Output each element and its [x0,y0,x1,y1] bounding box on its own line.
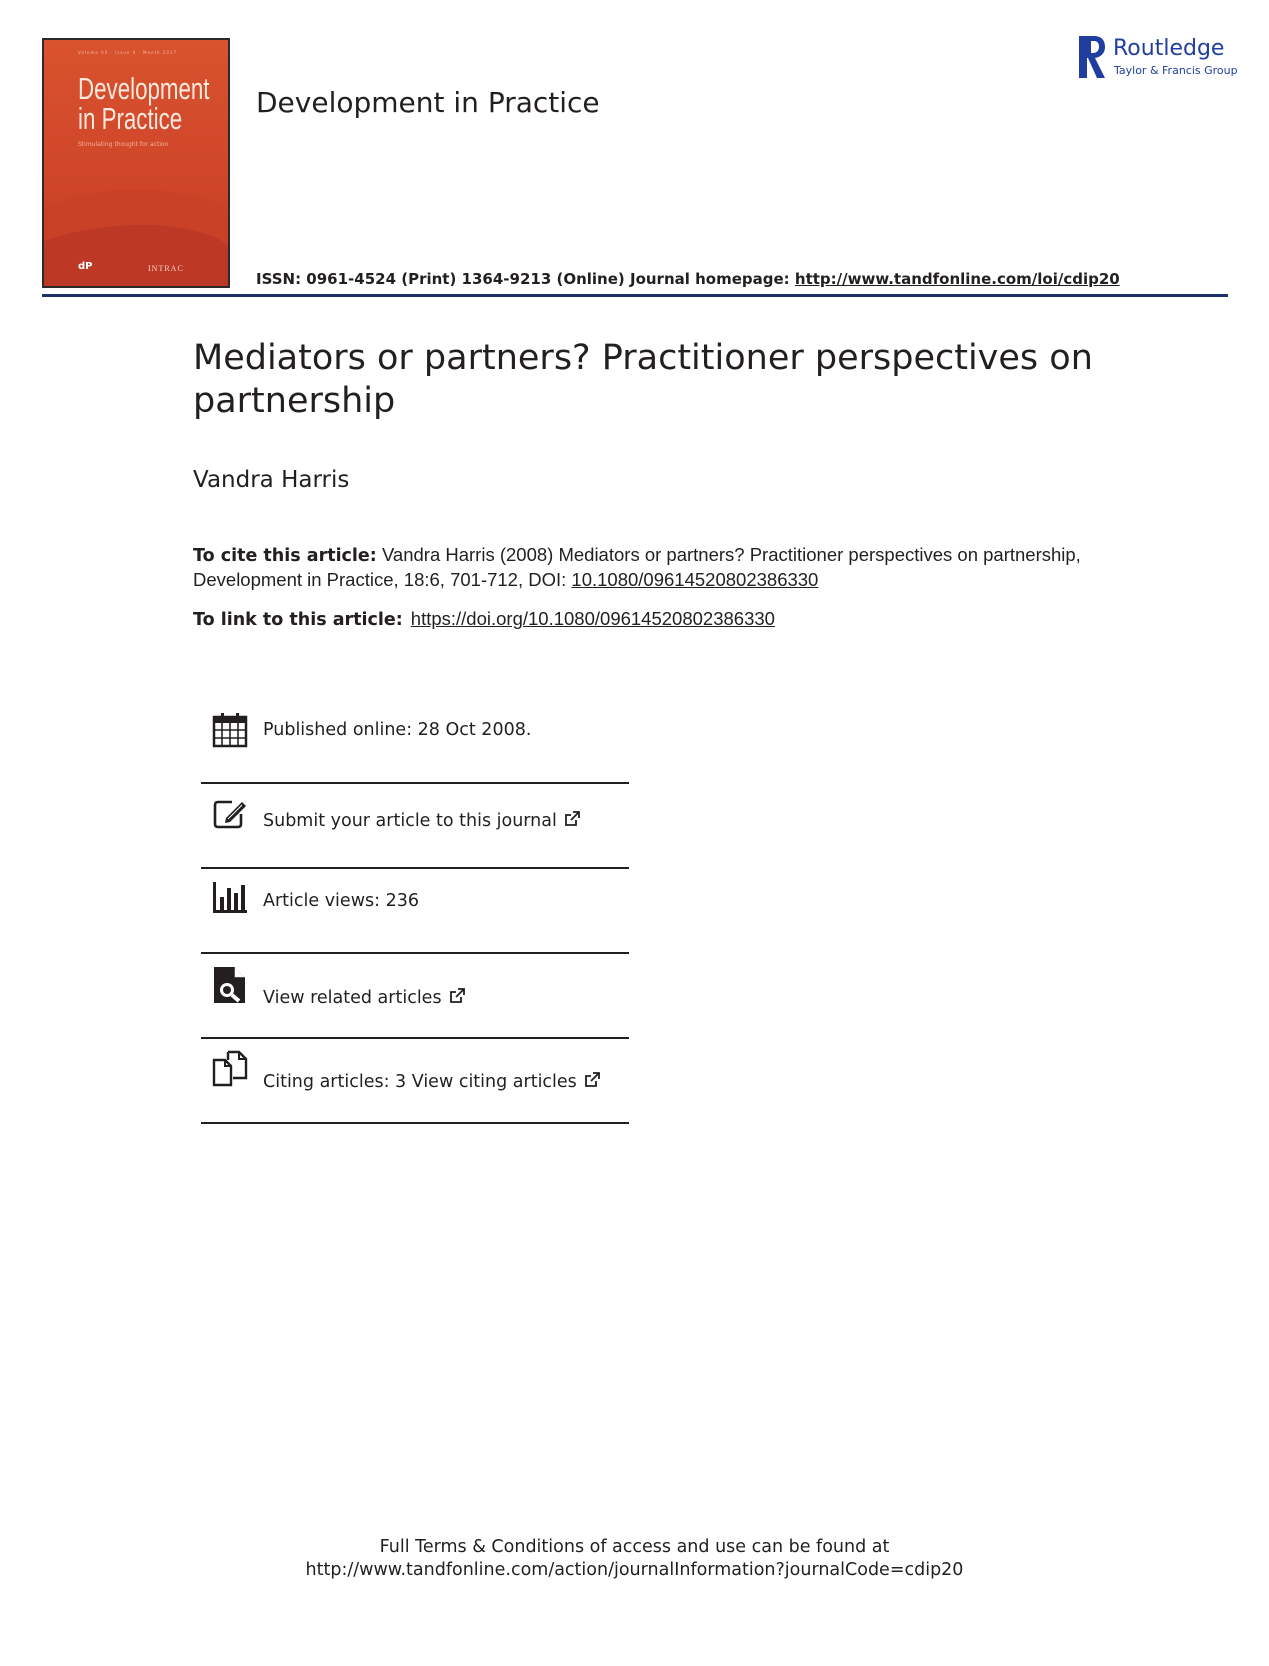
footer-terms-text: Full Terms & Conditions of access and use can be found at [379,1537,890,1557]
external-link-icon [448,987,466,1005]
publisher-name: Routledge [1113,36,1225,61]
external-link-icon [583,1071,601,1089]
submit-article-row[interactable] [201,796,629,882]
published-online-row [201,712,629,798]
issn-text: ISSN: 0961-4524 (Print) 1364-9213 (Online) Journal homepage: [256,270,795,288]
row-divider [201,867,629,869]
terms-footer [0,1536,1269,1582]
journal-homepage-link[interactable]: http://www.tandfonline.com/loi/cdip20 [794,270,1120,288]
footer-terms-url[interactable]: http://www.tandfonline.com/action/journalInformation?journalCode=cdip20 [305,1560,964,1580]
related-articles-row[interactable] [201,966,629,1052]
row-divider [201,782,629,784]
routledge-r-icon [1079,36,1105,78]
article-author: Vandra Harris [193,467,350,493]
copy-documents-icon [212,1050,248,1088]
external-link-icon [563,810,581,828]
calendar-icon [212,712,248,748]
article-link-label: To link to this article: [193,610,403,630]
citation-block [193,543,1093,592]
citing-articles-link[interactable]: Citing articles: 3 View citing articles [263,1072,577,1092]
publisher-group: Taylor & Francis Group [1114,64,1238,77]
issn-line [256,270,1120,288]
submit-article-link[interactable]: Submit your article to this journal [263,811,557,831]
document-search-icon [212,966,248,1004]
article-doi-url[interactable]: https://doi.org/10.1080/09614520802386330 [410,608,775,629]
article-link-block [193,608,775,630]
journal-cover-image [42,38,230,288]
citation-text: Vandra Harris (2008) Mediators or partners? Practitioner perspectives on partnership, Development in Practice, 18:6, 701-712, DOI: [193,544,1081,590]
related-articles-link[interactable]: View related articles [263,988,442,1008]
published-online-text: Published online: 28 Oct 2008. [263,720,532,740]
citation-label: To cite this article: [193,546,377,566]
cover-title: Development in Practice [78,71,210,136]
row-divider [201,952,629,954]
article-title: Mediators or partners? Practitioner perspectives on partnership [193,338,1093,421]
citation-doi-link[interactable]: 10.1080/09614520802386330 [571,569,819,590]
cover-subtitle: Stimulating thought for action [78,141,169,148]
journal-title: Development in Practice [256,86,600,119]
row-divider [201,1037,629,1039]
row-divider [201,1122,629,1124]
edit-pencil-icon [212,796,248,832]
article-views-text: Article views: 236 [263,891,419,911]
routledge-logo [1079,36,1239,80]
bar-chart-icon [212,880,248,916]
cover-intrac-logo: INTRAC [148,264,184,273]
cover-dp-logo: dP [78,261,93,272]
header-divider [42,294,1228,297]
cover-issue-line: Volume 00 · Issue 0 · Month 2017 [78,50,178,55]
